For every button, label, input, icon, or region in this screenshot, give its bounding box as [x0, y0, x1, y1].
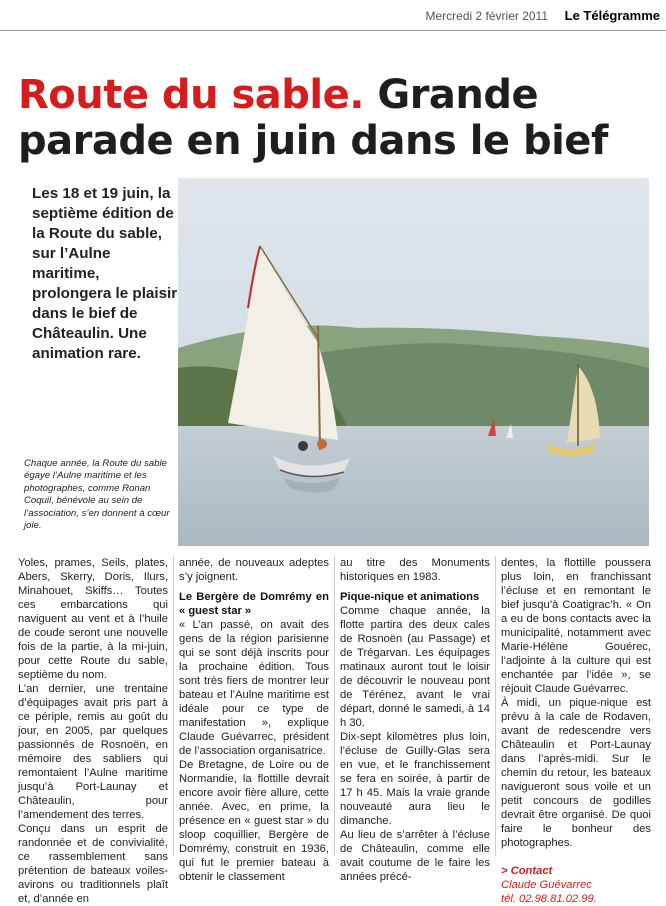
column-divider	[495, 556, 496, 856]
body-paragraph: année, de nouveaux adeptes s’y joignent.	[179, 557, 329, 583]
body-column-4	[501, 556, 651, 906]
headline-title: Grande parade en juin dans le bief	[18, 72, 608, 164]
feature-block	[18, 178, 649, 546]
body-column-1	[18, 556, 168, 906]
body-paragraph: Dix-sept kilomètres plus loin, l’écluse de Guilly-Glas sera en vue, et le franchissement se fera en soirée, à partir de 17 h 45. Mais la vraie grande nouveauté aura lieu le dimanche.	[340, 731, 490, 827]
body-paragraph: au titre des Monuments historiques en 1983.	[340, 557, 490, 583]
body-paragraph: Conçu dans un esprit de randonnée et de convivialité, ce rassemblement sans prétention de bateaux voiles-avirons ou traditionnels plaît et, d’année en	[18, 823, 168, 905]
body-paragraph: dentes, la flottille poussera plus loin, en franchissant l’écluse et en remontant le bief jusqu’à Coatigrac’h. « On a eu de bons contacts avec la municipalité, notamment avec Marie-Hélène Gouérec, l’adjointe à la culture qui est enchantée par l’idée », se réjouit Claude Guévarrec.	[501, 557, 651, 695]
section-subhead: Le Bergère de Domrémy en « guest star »	[179, 591, 329, 617]
contact-label: > Contact	[501, 865, 553, 877]
newspaper-name: Le Télégramme	[564, 8, 660, 23]
body-paragraph: Yoles, prames, Seils, plates, Abers, Skerry, Doris, Ilurs, Minahouet, Skiffs… Toutes ces embarcations qui naviguent au vent et à l’huile de coude seront une nouvelle fois de la partie, à la mi-juin, pour cette Route du sable, septième du nom.	[18, 557, 168, 681]
body-paragraph: Comme chaque année, la flotte partira des deux cales de Rosnoën (au Passage) et de Trégarvan. Les équipages matinaux auront tout le loisir de découvrir le nouveau pont de Térénez, avant le vrai départ, donné le samedi, à 14 h 30.	[340, 605, 490, 729]
body-paragraph: « L’an passé, on avait des gens de la région parisienne qui se sont déjà inscrits pour la prochaine édition. Tous sont très fiers de montrer leur bateau et l’Aulne maritime est idéale pour ce type de manifestation », explique Claude Guévarrec, président de l’association organisatrice.	[179, 619, 329, 757]
body-paragraph: L’an dernier, une trentaine d’équipages avait pris part à ce périple, remis au goût du jour, en 2005, par quelques passionnés de Rosnoën, en mémoire des sabliers qui remontaient l’Aulne maritime jusqu’à Port-Launay et Châteaulin, pour l’amendement des terres.	[18, 683, 168, 821]
article-headline	[18, 72, 658, 164]
column-divider	[173, 556, 174, 856]
standfirst: Les 18 et 19 juin, la septième édition de la Route du sable, sur l’Aulne maritime, prolongera le plaisir dans le bief de Châteaulin. Une animation rare.	[32, 185, 178, 362]
body-paragraph: De Bretagne, de Loire ou de Normandie, la flottille devrait encore avoir fière allure, cette année. Avec, en prime, la présence en « guest star » du sloop coquillier, Bergère de Domrémy, construit en 1936, qui fut le premier bateau à obtenir le classement	[179, 759, 329, 883]
body-column-3	[340, 556, 490, 884]
column-divider	[334, 556, 335, 856]
section-subhead: Pique-nique et animations	[340, 591, 480, 603]
publication-date: Mercredi 2 février 2011	[425, 9, 548, 23]
article-standfirst-panel	[18, 178, 178, 546]
body-paragraph: Au lieu de s’arrêter à l’écluse de Châteaulin, comme elle avait coutume de le faire les années précé-	[340, 829, 490, 883]
page-header	[0, 0, 666, 31]
contact-info: Claude Guévarrec	[501, 879, 592, 891]
body-paragraph: À midi, un pique-nique est prévu à la cale de Rodaven, avant de redescendre vers Châteaulin et Port-Launay dans l’après-midi. Sur le chemin du retour, les bateaux navigueront sous voile et un petit concours de godilles devrait être organisé. De quoi faire le bonheur des photographes.	[501, 697, 651, 849]
photo-caption: Chaque année, la Route du sable égaye l’Aulne maritime et les photographes, comme Ronan Coquil, bénévole au sein de l’association, s’en donnent à cœur joie.	[24, 458, 170, 532]
contact-info: tél. 02.98.81.02.99.	[501, 893, 597, 905]
body-column-2	[179, 556, 329, 884]
headline-kicker: Route du sable.	[18, 72, 364, 118]
